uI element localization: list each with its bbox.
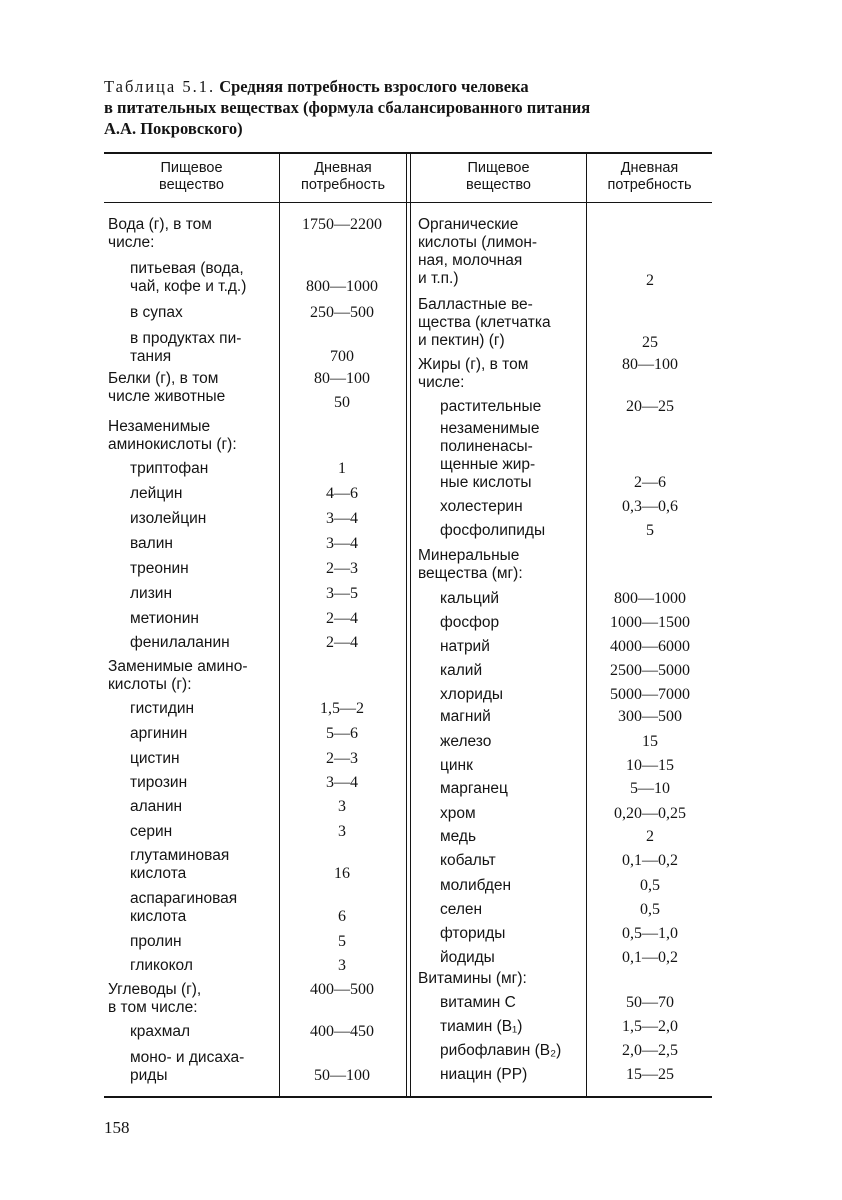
col-divider-mid-b [410, 153, 411, 1096]
left-substance-line: Белки (г), в том [108, 370, 219, 387]
left-need-value: 3—5 [326, 585, 358, 602]
right-substance-line: Жиры (г), в том [418, 356, 529, 373]
left-substance-line: лейцин [130, 485, 183, 502]
left-substance-line: кислоты (г): [108, 676, 192, 693]
left-substance-line: крахмал [130, 1023, 191, 1040]
right-need-value: 1000—1500 [610, 614, 690, 631]
left-substance-line: чай, кофе и т.д.) [130, 278, 247, 295]
header-substance-left: Пищевое вещество [159, 160, 224, 193]
left-substance-line: Углеводы (г), [108, 981, 202, 998]
left-substance-line: аспарагиновая [130, 890, 238, 907]
right-substance-line: и пектин) (г) [418, 332, 505, 349]
right-substance-line: хлориды [440, 686, 504, 703]
right-substance-line: кальций [440, 590, 500, 607]
caption-title-line2: в питательных веществах (формула сбалансированного питания [104, 98, 591, 117]
left-substance-line: числе животные [108, 388, 226, 405]
left-substance-line: Заменимые амино- [108, 658, 248, 675]
left-need-value: 3 [338, 823, 346, 840]
right-substance-line: числе: [418, 374, 465, 391]
left-need-value: 3—4 [326, 774, 358, 791]
left-need-value: 2—3 [326, 560, 358, 577]
left-need-value: 3 [338, 798, 346, 815]
right-need-value: 0,1—0,2 [622, 949, 678, 966]
right-need-value: 2 [646, 828, 654, 845]
left-need-value: 1750—2200 [302, 216, 382, 233]
right-substance-line: тиамин (В₁) [440, 1018, 523, 1035]
right-need-value: 800—1000 [614, 590, 686, 607]
left-need-value: 5 [338, 933, 346, 950]
right-substance-line: фториды [440, 925, 506, 942]
right-substance-line: Балластные ве- [418, 296, 533, 313]
left-need-value: 1,5—2 [320, 700, 364, 717]
right-substance-line: ниацин (РР) [440, 1066, 528, 1083]
right-substance-line: молибден [440, 877, 512, 894]
header-substance-right: Пищевое вещество [466, 160, 531, 193]
right-substance-line: Витамины (мг): [418, 970, 527, 987]
left-need-value-secondary: 50 [334, 394, 350, 411]
right-substance-line: кобальт [440, 852, 496, 869]
right-substance-line: железо [440, 733, 492, 750]
right-substance-line: рибофлавин (В₂) [440, 1042, 562, 1059]
left-need-value: 6 [338, 908, 346, 925]
right-need-value: 0,3—0,6 [622, 498, 678, 515]
right-substance-line: Органические [418, 216, 519, 233]
left-substance-line: кислота [130, 865, 187, 882]
left-need-value: 80—100 [314, 370, 370, 387]
right-substance-line: калий [440, 662, 483, 679]
left-substance-line: тирозин [130, 774, 188, 791]
left-substance-line: пролин [130, 933, 182, 950]
right-need-value: 10—15 [626, 757, 674, 774]
left-substance-line: аланин [130, 798, 183, 815]
left-need-value: 50—100 [314, 1067, 370, 1084]
right-substance-line: растительные [440, 398, 542, 415]
left-need-value: 400—500 [310, 981, 374, 998]
right-substance-line: витамин С [440, 994, 516, 1011]
left-substance-line: цистин [130, 750, 180, 767]
right-need-value: 5000—7000 [610, 686, 690, 703]
right-need-value: 1,5—2,0 [622, 1018, 678, 1035]
right-need-value: 0,1—0,2 [622, 852, 678, 869]
right-substance-line: медь [440, 828, 477, 845]
right-need-value: 0,5 [640, 877, 660, 894]
left-need-value: 3—4 [326, 510, 358, 527]
right-need-value: 0,5 [640, 901, 660, 918]
left-substance-line: фенилаланин [130, 634, 230, 651]
left-need-value: 1 [338, 460, 346, 477]
right-substance-line: фосфор [440, 614, 500, 631]
col-divider-3 [586, 153, 587, 1096]
right-need-value: 0,5—1,0 [622, 925, 678, 942]
right-substance-line: йодиды [440, 949, 495, 966]
left-substance-line: числе: [108, 234, 155, 251]
left-substance-line: треонин [130, 560, 189, 577]
right-substance-line: селен [440, 901, 483, 918]
left-need-value: 400—450 [310, 1023, 374, 1040]
left-need-value: 16 [334, 865, 350, 882]
right-substance-line: марганец [440, 780, 508, 797]
right-substance-line: Минеральные [418, 547, 520, 564]
left-need-value: 3—4 [326, 535, 358, 552]
right-substance-line: и т.п.) [418, 270, 459, 287]
table-top-rule [104, 152, 712, 154]
right-substance-line: ные кислоты [440, 474, 532, 491]
left-need-value: 4—6 [326, 485, 358, 502]
left-substance-line: аминокислоты (г): [108, 436, 237, 453]
col-divider-mid-a [406, 153, 407, 1096]
table-header-rule [104, 202, 712, 203]
left-substance-line: в продуктах пи- [130, 330, 242, 347]
left-substance-line: лизин [130, 585, 173, 602]
left-substance-line: моно- и дисаха- [130, 1049, 245, 1066]
right-need-value: 5 [646, 522, 654, 539]
left-substance-line: изолейцин [130, 510, 207, 527]
left-need-value: 250—500 [310, 304, 374, 321]
caption-title-line1: Средняя потребность взрослого человека [219, 77, 529, 96]
right-need-value: 80—100 [622, 356, 678, 373]
left-substance-line: Незаменимые [108, 418, 211, 435]
left-substance-line: аргинин [130, 725, 188, 742]
table-bottom-rule [104, 1096, 712, 1098]
right-substance-line: вещества (мг): [418, 565, 523, 582]
left-substance-line: глутаминовая [130, 847, 230, 864]
right-need-value: 20—25 [626, 398, 674, 415]
left-need-value: 2—4 [326, 610, 358, 627]
right-substance-line: полиненасы- [440, 438, 533, 455]
left-need-value: 2—3 [326, 750, 358, 767]
col-divider-1 [279, 153, 280, 1096]
right-substance-line: цинк [440, 757, 473, 774]
right-need-value: 5—10 [630, 780, 670, 797]
left-substance-line: триптофан [130, 460, 209, 477]
left-substance-line: питьевая (вода, [130, 260, 244, 277]
left-substance-line: риды [130, 1067, 168, 1084]
right-need-value: 25 [642, 334, 658, 351]
right-substance-line: хром [440, 805, 476, 822]
right-need-value: 300—500 [618, 708, 682, 725]
right-substance-line: ная, молочная [418, 252, 523, 269]
left-substance-line: кислота [130, 908, 187, 925]
left-substance-line: Вода (г), в том [108, 216, 212, 233]
right-need-value: 2500—5000 [610, 662, 690, 679]
right-substance-line: незаменимые [440, 420, 540, 437]
left-substance-line: валин [130, 535, 173, 552]
left-need-value: 3 [338, 957, 346, 974]
page-number: 158 [104, 1118, 130, 1137]
right-need-value: 4000—6000 [610, 638, 690, 655]
left-need-value: 800—1000 [306, 278, 378, 295]
right-need-value: 0,20—0,25 [614, 805, 686, 822]
left-substance-line: тания [130, 348, 172, 365]
right-substance-line: натрий [440, 638, 490, 655]
right-substance-line: щенные жир- [440, 456, 536, 473]
right-need-value: 15 [642, 733, 658, 750]
caption-title-line3: А.А. Покровского) [104, 119, 243, 138]
left-need-value: 5—6 [326, 725, 358, 742]
right-substance-line: щества (клетчатка [418, 314, 551, 331]
header-need-right: Дневная потребность [607, 160, 692, 193]
left-need-value: 2—4 [326, 634, 358, 651]
left-substance-line: метионин [130, 610, 199, 627]
table-caption [104, 76, 744, 139]
right-substance-line: холестерин [440, 498, 523, 515]
left-substance-line: гистидин [130, 700, 195, 717]
right-need-value: 2—6 [634, 474, 666, 491]
left-substance-line: в супах [130, 304, 183, 321]
right-substance-line: кислоты (лимон- [418, 234, 538, 251]
right-need-value: 2 [646, 272, 654, 289]
right-substance-line: фосфолипиды [440, 522, 546, 539]
right-need-value: 50—70 [626, 994, 674, 1011]
left-substance-line: гликокол [130, 957, 193, 974]
right-need-value: 15—25 [626, 1066, 674, 1083]
left-substance-line: в том числе: [108, 999, 198, 1016]
header-need-left: Дневная потребность [300, 160, 386, 193]
left-substance-line: серин [130, 823, 173, 840]
right-substance-line: магний [440, 708, 491, 725]
caption-lead: Таблица 5.1. [104, 77, 216, 96]
right-need-value: 2,0—2,5 [622, 1042, 678, 1059]
left-need-value: 700 [330, 348, 354, 365]
